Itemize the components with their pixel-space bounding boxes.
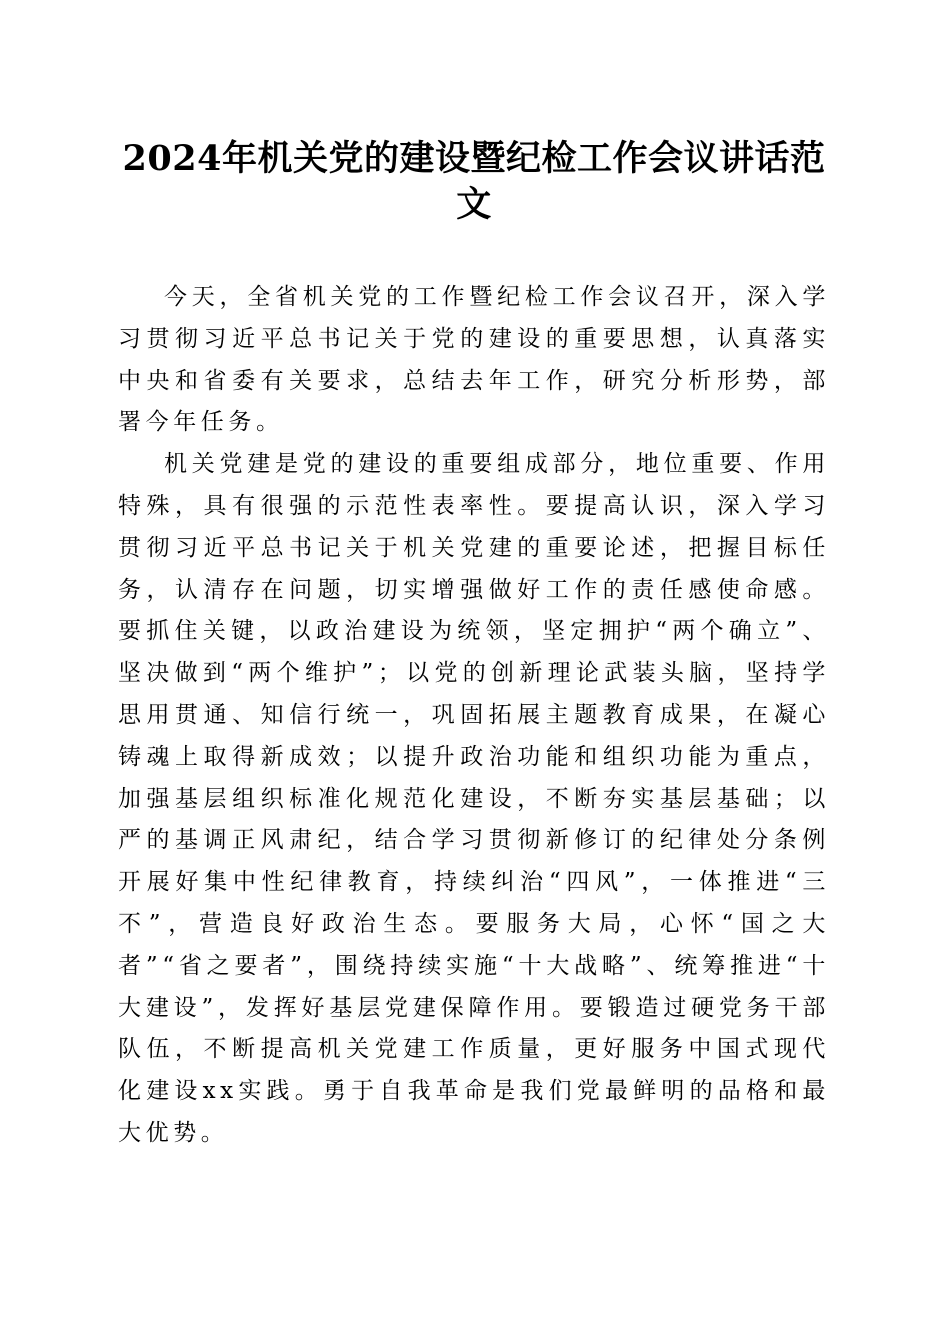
paragraph-1: 今天，全省机关党的工作暨纪检工作会议召开，深入学习贯彻习近平总书记关于党的建设的重要思想，认真落实中央和省委有关要求，总结去年工作，研究分析形势，部署今年任务。 — [118, 284, 830, 436]
document-title: 2024年机关党的建设暨纪检工作会议讲话范文 — [122, 138, 826, 225]
document-body — [118, 277, 830, 1155]
paragraph-2: 机关党建是党的建设的重要组成部分，地位重要、作用特殊，具有很强的示范性表率性。要提高认识，深入学习贯彻习近平总书记关于机关党建的重要论述，把握目标任务，认清存在问题，切实增强做好工作的责任感使命感。要抓住关键，以政治建设为统领，坚定拥护“两个确立”、坚决做到“两个维护”；以党的创新理论武装头脑，坚持学思用贯通、知信行统一，巩固拓展主题教育成果，在凝心铸魂上取得新成效；以提升政治功能和组织功能为重点，加强基层组织标准化规范化建设，不断夯实基层基础；以严的基调正风肃纪，结合学习贯彻新修订的纪律处分条例开展好集中性纪律教育，持续纠治“四风”，一体推进“三不”，营造良好政治生态。要服务大局，心怀“国之大者”“省之要者”，围绕持续实施“十大战略”、统筹推进“十大建设”，发挥好基层党建保障作用。要锻造过硬党务干部队伍，不断提高机关党建工作质量，更好服务中国式现代化建设xx实践。勇于自我革命是我们党最鲜明的品格和最大优势。 — [118, 451, 830, 1146]
